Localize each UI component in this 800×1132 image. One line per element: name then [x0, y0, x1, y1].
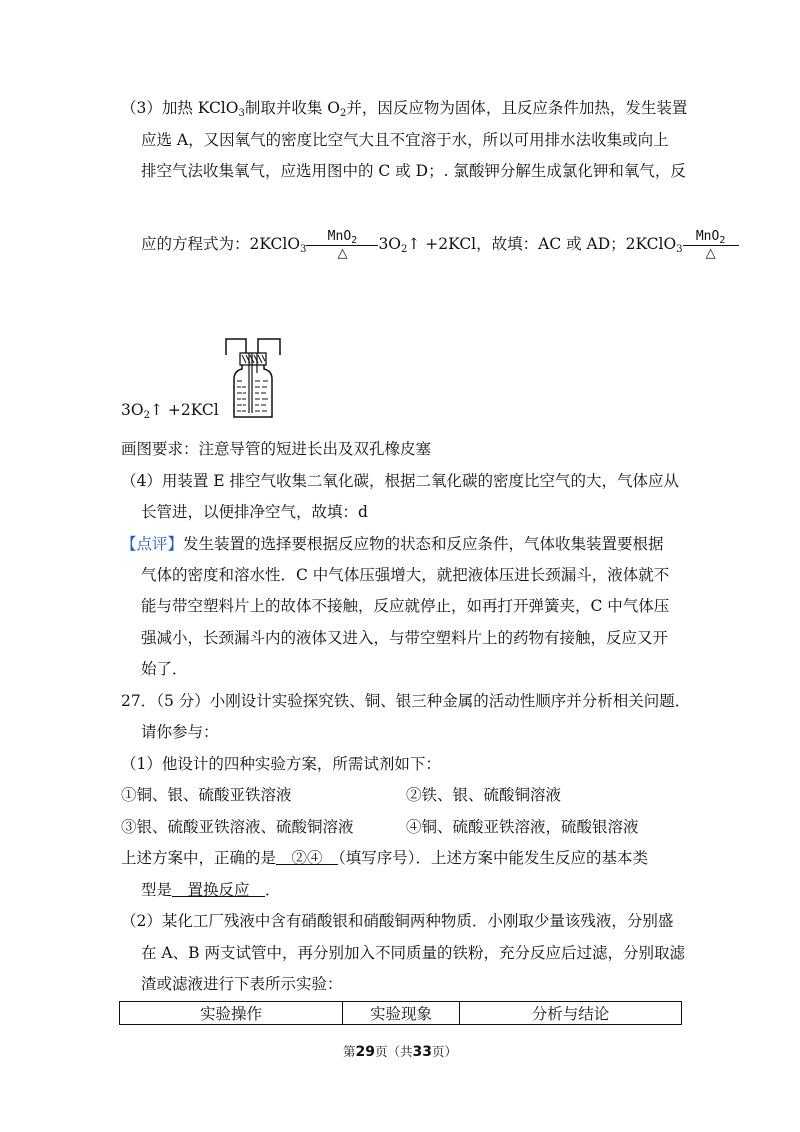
p4-line-2: 长管进，以便排净空气，故填：d	[141, 503, 368, 521]
reaction-condition	[306, 230, 378, 261]
option-2: ②铁、银、硫酸铜溶液	[406, 786, 562, 804]
page-number: 29	[355, 1044, 375, 1060]
eq-text: 3O	[121, 401, 144, 419]
p3-line-3: 排空气法收集氧气，应选用图中的 C 或 D；. 氯酸钾分解生成氯化钾和氧气，反	[141, 162, 686, 180]
comment-line-2: 气体的密度和溶水性．C 中气体压强增大，就把液体压进长颈漏斗，液体就不	[141, 566, 670, 584]
eq-text: 应的方程式为：2KClO	[141, 235, 301, 253]
drawing-requirement: 画图要求：注意导管的短进长出及双孔橡皮塞	[121, 440, 432, 458]
q27-title: 27．（5 分）小刚设计实验探究铁、铜、银三种金属的活动性顺序并分析相关问题．	[121, 692, 691, 710]
comment-line-4: 强减小，长颈漏斗内的液体又进入，与带空塑料片上的药物有接触，反应又开	[141, 629, 669, 647]
answer-line-1	[121, 847, 648, 869]
table-header-row	[120, 1002, 682, 1025]
experiment-table	[119, 1001, 682, 1025]
q27-part2-line-2: 在 A、B 两支试管中，再分别加入不同质量的铁粉，充分反应后过滤，分别取滤	[141, 944, 685, 962]
eq-text: ↑ +2KCl，故填：AC 或 AD；2KClO	[407, 235, 677, 253]
q27-part1: （1）他设计的四种实验方案，所需试剂如下：	[121, 755, 441, 773]
text: 发生装置的选择要根据反应物的状态和反应条件，气体收集装置要根据	[183, 535, 664, 553]
answer-reaction-type: 置换反应	[172, 881, 266, 899]
text: 上述方案中，正确的是	[121, 849, 277, 867]
subscript: 2	[143, 410, 150, 421]
page-footer	[0, 1042, 800, 1060]
heat-symbol: △	[705, 245, 716, 261]
text: 并，因反应物为固体，且反应条件加热，发生装置	[346, 99, 688, 117]
text: 型是	[141, 881, 173, 899]
subscript: 2	[340, 108, 347, 119]
total-pages: 33	[412, 1044, 432, 1060]
header-operation: 实验操作	[120, 1002, 343, 1025]
text: 制取并收集 O	[244, 99, 340, 117]
option-4: ④铜、硫酸亚铁溶液，硫酸银溶液	[406, 818, 639, 836]
eq-text: 3O	[378, 235, 402, 253]
text: 页）	[431, 1044, 457, 1059]
option-1: ①铜、银、硫酸亚铁溶液	[121, 786, 292, 804]
equation-line	[141, 224, 739, 264]
subscript: 3	[676, 244, 683, 255]
header-phenomenon: 实验现象	[343, 1002, 460, 1025]
p4-line-1: （4）用装置 E 排空气收集二氧化碳，根据二氧化碳的密度比空气的大，气体应从	[121, 472, 680, 490]
subscript: 2	[719, 234, 726, 246]
option-3: ③银、硫酸亚铁溶液、硫酸铜溶液	[121, 818, 354, 836]
answer-line-2	[141, 879, 281, 901]
catalyst: MnO	[327, 228, 352, 244]
answer-correct-options: ②④	[276, 849, 339, 867]
comment-tag: 【点评】	[121, 535, 184, 553]
comment-line-3: 能与带空塑料片上的故体不接触，反应就停止，如再打开弹簧夹，C 中气体压	[141, 597, 670, 615]
header-conclusion: 分析与结论	[460, 1002, 682, 1025]
text: 页（共	[374, 1044, 413, 1059]
p3-line-1	[121, 97, 687, 119]
text: ．	[265, 881, 281, 899]
q27-part2-line-3: 渣或滤液进行下表所示实验：	[141, 975, 343, 993]
gas-collecting-bottle-figure	[222, 333, 284, 421]
subscript: 3	[300, 244, 307, 255]
text: 第	[342, 1044, 356, 1059]
catalyst: MnO	[695, 228, 720, 244]
subscript: 3	[238, 108, 245, 119]
comment-line-1	[121, 533, 664, 555]
equation-tail	[121, 399, 219, 421]
eq-text: ↑ +2KCl	[149, 401, 219, 419]
reaction-condition-2	[683, 230, 739, 261]
p3-line-2: 应选 A，又因氧气的密度比空气大且不宜溶于水，所以可用排水法收集或向上	[141, 131, 669, 149]
heat-symbol: △	[337, 245, 348, 261]
text: （填写序号）．上述方案中能发生反应的基本类	[338, 849, 649, 867]
q27-part2-line-1: （2）某化工厂残液中含有硝酸银和硝酸铜两种物质．小刚取少量该残液，分别盛	[121, 912, 674, 930]
subscript: 2	[351, 234, 358, 246]
comment-line-5: 始了．	[141, 660, 188, 678]
q27-line-2: 请你参与：	[141, 723, 219, 741]
text: （3）加热 KClO	[121, 99, 239, 117]
subscript: 2	[401, 244, 408, 255]
